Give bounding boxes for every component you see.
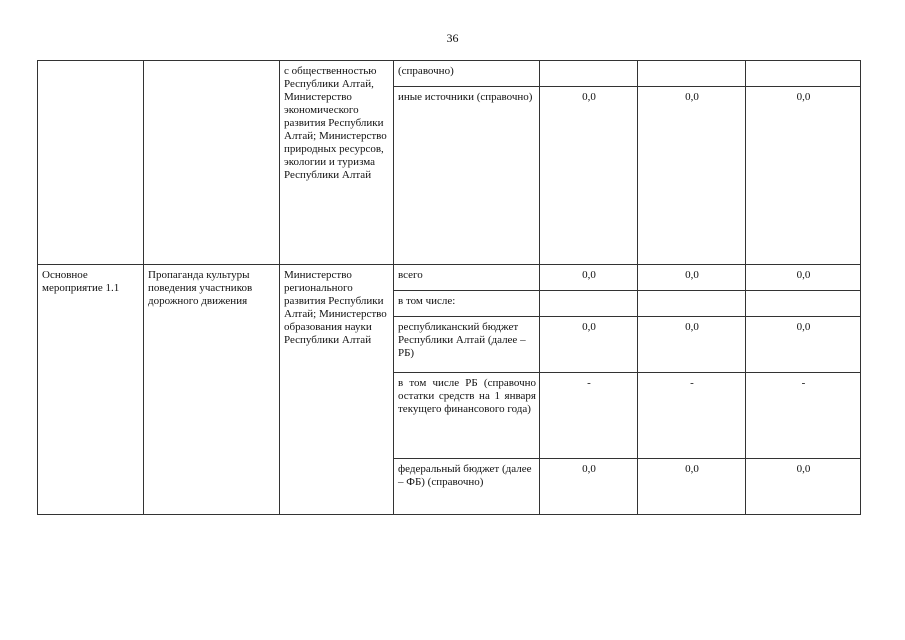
- event-name-cell: [144, 61, 280, 265]
- value-cell: 0,0: [540, 459, 638, 515]
- value-cell: -: [746, 373, 861, 459]
- value-cell: 0,0: [540, 87, 638, 265]
- budget-table: [37, 60, 861, 515]
- value-cell: 0,0: [540, 317, 638, 373]
- value-cell: [746, 61, 861, 87]
- funding-source-cell: в том числе РБ (справочно остатки средств на 1 января текущего финансового года): [394, 373, 540, 459]
- table-row: [38, 61, 861, 87]
- value-cell: 0,0: [638, 317, 746, 373]
- value-cell: 0,0: [746, 459, 861, 515]
- funding-source-cell: (справочно): [394, 61, 540, 87]
- value-cell: 0,0: [638, 459, 746, 515]
- value-cell: [540, 291, 638, 317]
- value-cell: -: [540, 373, 638, 459]
- funding-source-cell: в том числе:: [394, 291, 540, 317]
- funding-source-cell: всего: [394, 265, 540, 291]
- funding-source-cell: федеральный бюджет (далее – ФБ) (справочно): [394, 459, 540, 515]
- event-name-cell: Пропаганда культуры поведения участников дорожного движения: [144, 265, 280, 515]
- value-cell: -: [638, 373, 746, 459]
- value-cell: 0,0: [638, 265, 746, 291]
- value-cell: 0,0: [540, 265, 638, 291]
- value-cell: 0,0: [746, 265, 861, 291]
- value-cell: [540, 61, 638, 87]
- value-cell: [746, 291, 861, 317]
- funding-source-cell: республиканский бюджет Республики Алтай (далее – РБ): [394, 317, 540, 373]
- page-number: 36: [446, 31, 459, 45]
- funding-source-cell: иные источники (справочно): [394, 87, 540, 265]
- event-type-cell: Основное мероприятие 1.1: [38, 265, 144, 515]
- value-cell: [638, 61, 746, 87]
- value-cell: [638, 291, 746, 317]
- executor-cell: с общественностью Республики Алтай, Министерство экономического развития Республики Алтай; Министерство природных ресурсов, экологии и туризма Республики Алтай: [280, 61, 394, 265]
- value-cell: 0,0: [638, 87, 746, 265]
- executor-cell: Министерство регионального развития Республики Алтай; Министерство образования науки Республики Алтай: [280, 265, 394, 515]
- value-cell: 0,0: [746, 317, 861, 373]
- value-cell: 0,0: [746, 87, 861, 265]
- event-type-cell: [38, 61, 144, 265]
- table-row: [38, 265, 861, 291]
